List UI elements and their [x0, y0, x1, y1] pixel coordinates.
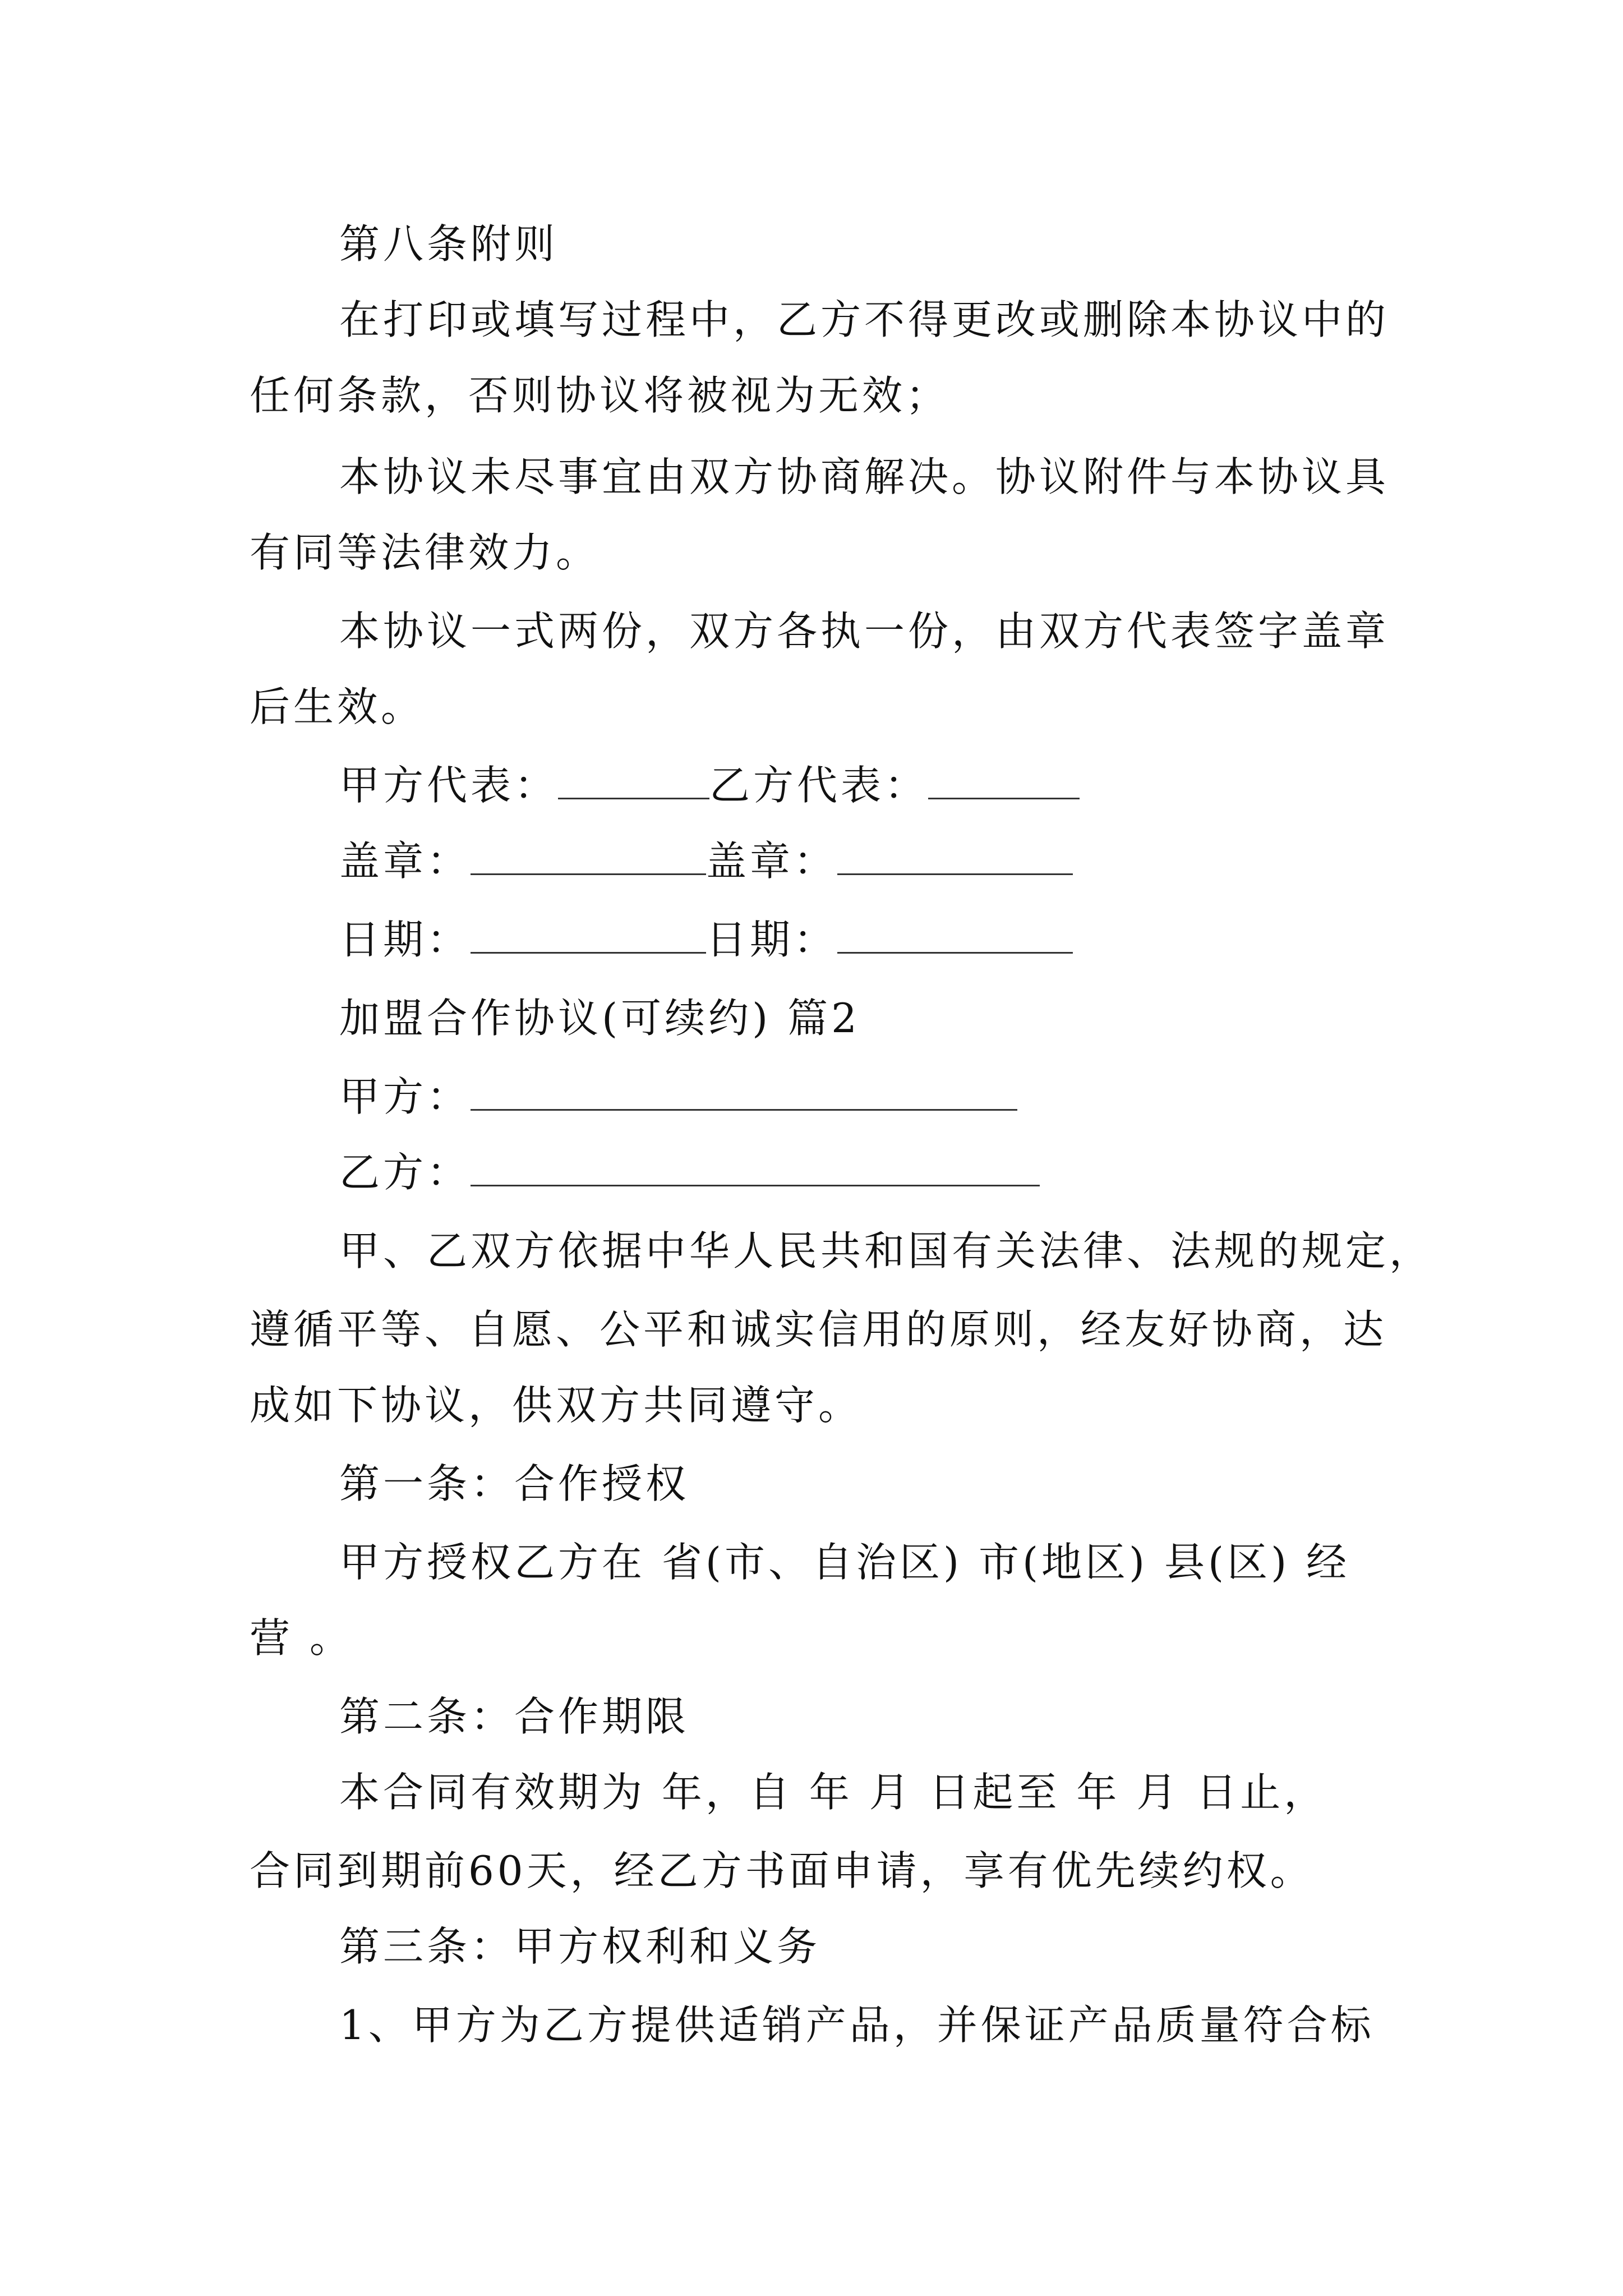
section-2-title: 加盟合作协议(可续约) 篇2 [339, 995, 860, 1042]
party-b-label: 乙方： [339, 1149, 471, 1196]
paragraph-line: 本协议未尽事宜由双方协商解决。协议附件与本协议具 [339, 453, 1390, 500]
paragraph-line: 成如下协议，供双方共同遵守。 [250, 1382, 863, 1429]
signature-row-representative [339, 757, 1080, 813]
paragraph-line: 后生效。 [250, 683, 425, 730]
article-1-title: 第一条：合作授权 [339, 1460, 690, 1507]
date-b-label: 日期： [706, 916, 838, 963]
paragraph-line: 甲、乙双方依据中华人民共和国有关法律、法规的规定， [339, 1227, 1433, 1274]
paragraph-line: 本合同有效期为 年，自 年 月 日起至 年 月 日止， [339, 1769, 1328, 1816]
date-a-blank[interactable] [471, 918, 706, 954]
article-3-title: 第三条：甲方权利和义务 [339, 1923, 821, 1970]
paragraph-line: 本协议一式两份，双方各执一份，由双方代表签字盖章 [339, 608, 1390, 655]
paragraph-line: 遵循平等、自愿、公平和诚实信用的原则，经友好协商，达 [250, 1306, 1387, 1353]
signature-row-date [339, 912, 1073, 968]
seal-b-blank[interactable] [837, 840, 1073, 875]
signature-row-seal [339, 833, 1073, 889]
article-8-title: 第八条附则 [339, 220, 559, 268]
paragraph-line: 1、甲方为乙方提供适销产品，并保证产品质量符合标 [339, 2001, 1375, 2049]
paragraph-line: 营 。 [250, 1614, 353, 1662]
date-b-blank[interactable] [837, 918, 1073, 954]
party-a-row [339, 1069, 1017, 1125]
rep-a-label: 甲方代表： [339, 762, 559, 809]
paragraph-line: 合同到期前60天，经乙方书面申请，享有优先续约权。 [250, 1847, 1314, 1894]
party-a-label: 甲方： [339, 1073, 471, 1120]
paragraph-line: 甲方授权乙方在 省(市、自治区) 市(地区) 县(区) 经 [339, 1539, 1350, 1586]
party-a-blank[interactable] [471, 1075, 1017, 1111]
paragraph-line: 有同等法律效力。 [250, 529, 600, 576]
party-b-blank[interactable] [471, 1151, 1040, 1186]
rep-a-blank[interactable] [558, 764, 709, 799]
paragraph-line: 任何条款，否则协议将被视为无效； [250, 372, 950, 419]
rep-b-label: 乙方代表： [709, 762, 929, 809]
party-b-row [339, 1144, 1040, 1200]
seal-a-blank[interactable] [471, 840, 706, 875]
article-2-title: 第二条：合作期限 [339, 1693, 690, 1740]
seal-b-label: 盖章： [706, 838, 838, 885]
rep-b-blank[interactable] [928, 764, 1080, 799]
date-a-label: 日期： [339, 916, 471, 963]
seal-a-label: 盖章： [339, 838, 471, 885]
paragraph-line: 在打印或填写过程中，乙方不得更改或删除本协议中的 [339, 296, 1390, 343]
